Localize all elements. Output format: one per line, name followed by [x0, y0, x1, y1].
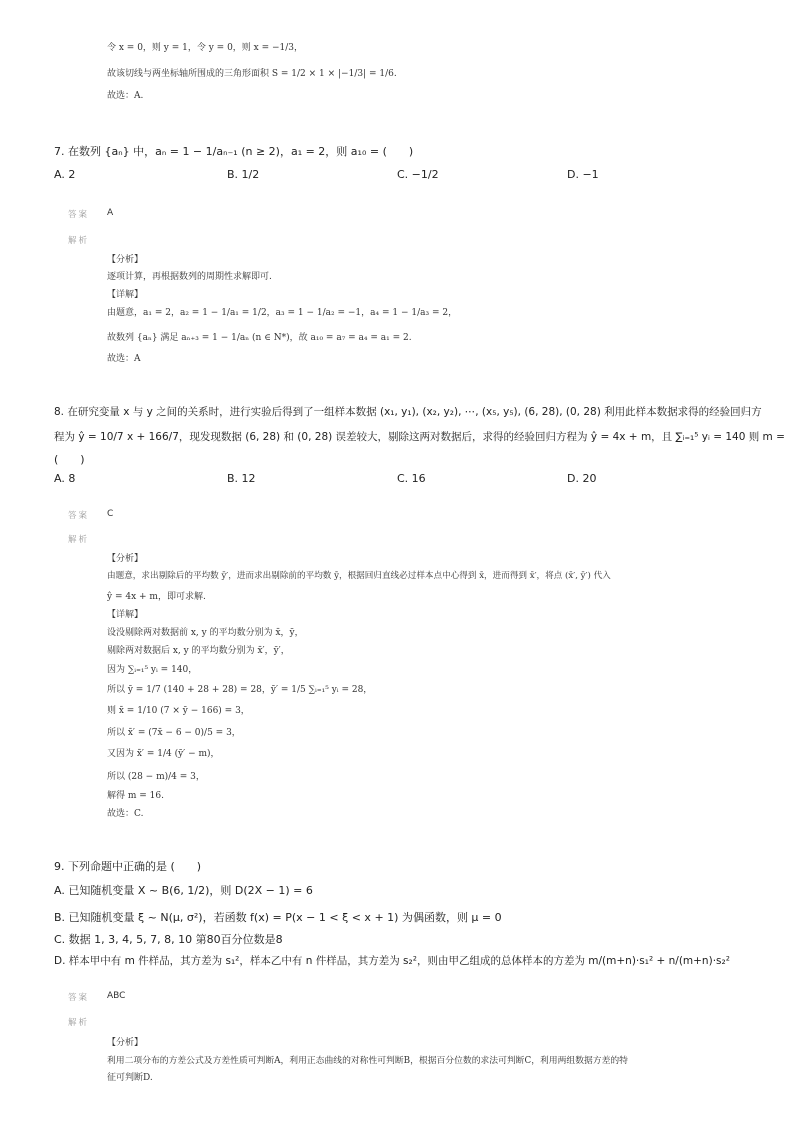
q8-answer-label: 答案 — [68, 511, 90, 521]
q8-step-2: 剔除两对数据后 x, y 的平均数分别为 x̄′，ȳ′， — [107, 646, 290, 656]
q6-step-1: 令 x = 0，则 y = 1，令 y = 0，则 x = −1/3， — [107, 43, 304, 53]
q8-fenxi-line-1: 由题意，求出剔除后的平均数 ȳ′，进而求出剔除前的平均数 ȳ，根据回归直线必过样本点中心得到 x̄，进而得到 x̄′，将点 (x̄′, ȳ′) 代入 — [107, 571, 611, 581]
q9-option-a: A. 已知随机变量 X ~ B(6, 1/2)，则 D(2X − 1) = 6 — [54, 884, 313, 897]
q8-option-c: C. 16 — [397, 472, 426, 485]
q9-answer-label: 答案 — [68, 993, 90, 1003]
q8-option-a: A. 8 — [54, 472, 76, 485]
q7-step-1: 由题意，a₁ = 2，a₂ = 1 − 1/a₁ = 1/2，a₃ = 1 − 1/a₂ = −1，a₄ = 1 − 1/a₃ = 2， — [107, 308, 458, 318]
q7-option-d: D. −1 — [567, 168, 599, 181]
q8-conclusion: 故选：C. — [107, 809, 144, 819]
q8-fenxi-title: 【分析】 — [107, 554, 144, 564]
q9-option-b: B. 已知随机变量 ξ ~ N(μ, σ²)，若函数 f(x) = P(x − 1 < ξ < x + 1) 为偶函数，则 μ = 0 — [54, 911, 502, 924]
q8-step-7: 又因为 x̄′ = 1/4 (ȳ′ − m)， — [107, 749, 220, 759]
q8-step-1: 设没剔除两对数据前 x, y 的平均数分别为 x̄，ȳ， — [107, 628, 304, 638]
q9-option-c: C. 数据 1, 3, 4, 5, 7, 8, 10 第80百分位数是8 — [54, 933, 283, 946]
q8-step-3: 因为 ∑ᵢ₌₁⁵ yᵢ = 140， — [107, 665, 198, 675]
q7-analysis-label: 解析 — [68, 236, 90, 246]
q9-answer: ABC — [107, 991, 126, 1001]
q8-option-d: D. 20 — [567, 472, 597, 485]
q8-option-b: B. 12 — [227, 472, 256, 485]
q9-fenxi-title: 【分析】 — [107, 1038, 144, 1048]
q7-option-c: C. −1/2 — [397, 168, 439, 181]
q7-step-3: 故选：A — [107, 354, 141, 364]
q8-step-8: 所以 (28 − m)/4 = 3， — [107, 772, 205, 782]
q9-fenxi-line-1: 利用二项分布的方差公式及方差性质可判断A，利用正态曲线的对称性可判断B，根据百分位数的求法可判断C，利用两组数据方差的特 — [107, 1056, 628, 1066]
q8-step-6: 所以 x̄′ = (7x̄ − 6 − 0)/5 = 3， — [107, 728, 241, 738]
q7-answer-label: 答案 — [68, 210, 90, 220]
q8-analysis-label: 解析 — [68, 535, 90, 545]
q7-option-b: B. 1/2 — [227, 168, 260, 181]
q8-xiangjie-title: 【详解】 — [107, 610, 144, 620]
q8-step-5: 则 x̄ = 1/10 (7 × ȳ − 166) = 3， — [107, 706, 250, 716]
q9-analysis-label: 解析 — [68, 1018, 90, 1028]
q8-stem-line-3: ( ) — [54, 453, 85, 466]
q8-stem-line-1: 8. 在研究变量 x 与 y 之间的关系时，进行实验后得到了一组样本数据 (x₁, y₁), (x₂, y₂), ⋯, (x₅, y₅), (6, 28), (0, 28) 利用此样本数据求得的经验回归方 — [54, 406, 762, 418]
q7-fenxi-text: 逐项计算，再根据数列的周期性求解即可. — [107, 272, 272, 282]
q8-stem-line-2: 程为 ŷ = 10/7 x + 166/7，现发现数据 (6, 28) 和 (0, 28) 误差较大，剔除这两对数据后，求得的经验回归方程为 ŷ = 4x + m，且 ∑ᵢ₌₁⁵ yᵢ = 140 则 m = — [54, 431, 785, 443]
q8-fenxi-line-2: ŷ = 4x + m，即可求解. — [107, 592, 206, 602]
q7-xiangjie-title: 【详解】 — [107, 290, 144, 300]
q7-step-2: 故数列 {aₙ} 满足 aₙ₊₃ = 1 − 1/aₙ (n ∈ N*)，故 a₁₀ = a₇ = a₄ = a₁ = 2. — [107, 333, 412, 343]
q7-option-a: A. 2 — [54, 168, 76, 181]
q7-stem: 7. 在数列 {aₙ} 中，aₙ = 1 − 1/aₙ₋₁ (n ≥ 2)，a₁ = 2，则 a₁₀ = ( ) — [54, 145, 414, 158]
q8-step-4: 所以 ȳ = 1/7 (140 + 28 + 28) = 28，ȳ′ = 1/5 ∑ᵢ₌₁⁵ yᵢ = 28， — [107, 685, 373, 695]
q9-option-d: D. 样本甲中有 m 件样品，其方差为 s₁²，样本乙中有 n 件样品，其方差为 s₂²，则由甲乙组成的总体样本的方差为 m/(m+n)·s₁² + n/(m+n)·s₂² — [54, 955, 730, 967]
q6-conclusion: 故选：A. — [107, 91, 144, 101]
q9-stem: 9. 下列命题中正确的是 ( ) — [54, 860, 202, 873]
q8-step-9: 解得 m = 16. — [107, 791, 164, 801]
q7-answer: A — [107, 208, 114, 218]
q8-answer: C — [107, 509, 114, 519]
q9-fenxi-line-2: 征可判断D. — [107, 1073, 153, 1083]
q6-step-2: 故该切线与两坐标轴所围成的三角形面积 S = 1/2 × 1 × |−1/3| = 1/6. — [107, 69, 397, 79]
q7-fenxi-title: 【分析】 — [107, 255, 144, 265]
